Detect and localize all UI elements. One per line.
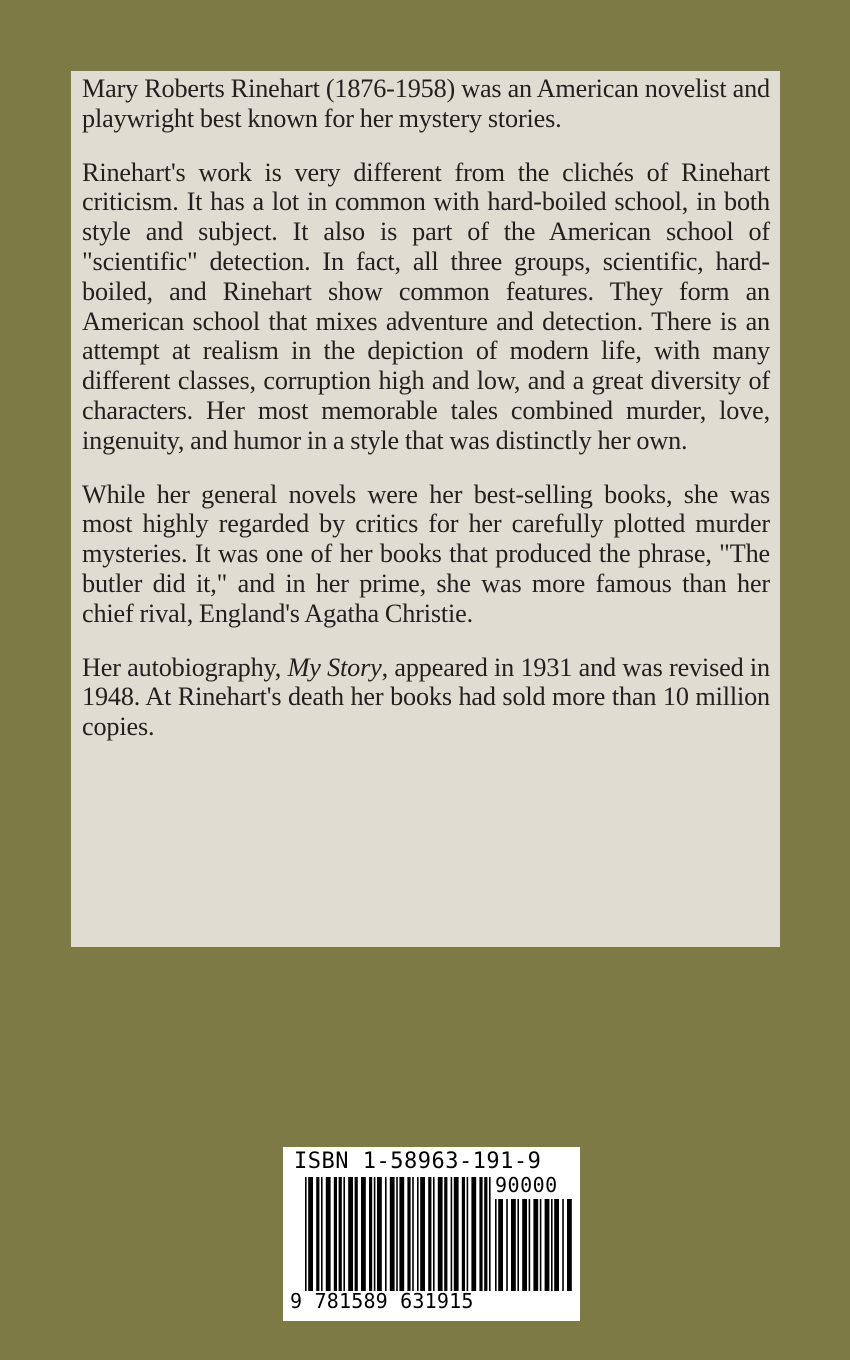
bio-text-panel [71, 71, 780, 947]
isbn-number: ISBN 1-58963-191-9 [294, 1149, 542, 1174]
price-code: 90000 [495, 1173, 558, 1197]
bio-paragraph-2: Rinehart's work is very different from the clichés of Rinehart criticism. It has a lot in common with hard-boiled school, in both style and subject. It also is part of the American school of "scientific" detection. In fact, all three groups, scientific, hard-boiled, and Rinehart show common features. They form an American school that mixes adventure and detection. There is an attempt at realism in the depiction of modern life, with many different classes, corruption high and low, and a great diversity of characters. Her most memorable tales combined murder, love, ingenuity, and humor in a style that was distinctly her own. [82, 157, 770, 455]
bio-paragraph-1: Mary Roberts Rinehart (1876-1958) was an American novelist and playwright best known for her mystery stories. [82, 74, 770, 133]
isbn-barcode-box [283, 1147, 580, 1321]
bio-paragraph-4-end: , appeared in 1931 and was revised in 1948. At Rinehart's death her books had sold more than 10 million copies. [82, 652, 771, 742]
book-title-my-story: My Story [287, 652, 382, 682]
ean-digits: 9 781589 631915 [290, 1289, 474, 1313]
bio-paragraph-4-start: Her autobiography, [82, 652, 288, 682]
bio-paragraph-3: While her general novels were her best-selling books, she was most highly regarded by critics for her carefully plotted murder mysteries. It was one of her books that produced the phrase, "The butler did it," and in her prime, she was more famous than her chief rival, England's Agatha Christie. [82, 479, 770, 628]
bio-paragraph-4 [82, 653, 770, 742]
